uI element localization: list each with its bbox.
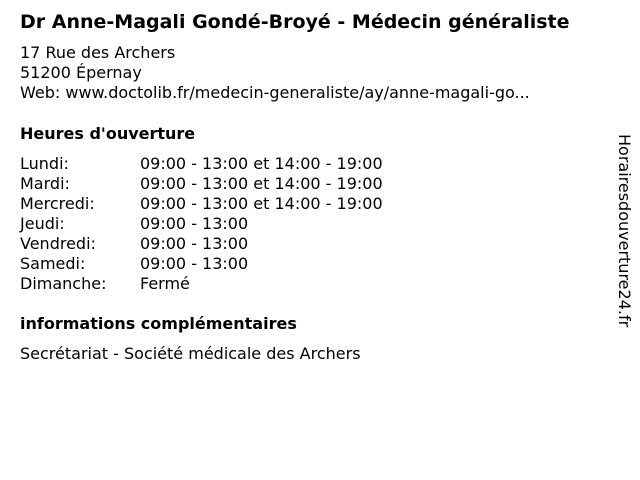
day-label: Mardi:	[20, 174, 70, 193]
additional-info-heading: informations complémentaires	[20, 314, 297, 333]
time-value: 09:00 - 13:00	[140, 254, 249, 273]
time-value: 09:00 - 13:00 et 14:00 - 19:00	[140, 154, 383, 173]
time-value: Fermé	[140, 274, 190, 293]
day-label: Mercredi:	[20, 194, 95, 213]
opening-hours-heading: Heures d'ouverture	[20, 124, 196, 143]
hours-row-monday	[20, 154, 383, 174]
opening-hours-table	[20, 154, 383, 294]
day-label: Vendredi:	[20, 234, 96, 253]
time-value: 09:00 - 13:00	[140, 214, 249, 233]
website-link[interactable]: Web: www.doctolib.fr/medecin-generaliste/ay/anne-magali-go...	[20, 83, 530, 102]
hours-row-friday	[20, 234, 383, 254]
hours-row-saturday	[20, 254, 383, 274]
time-value: 09:00 - 13:00 et 14:00 - 19:00	[140, 194, 383, 213]
address-street: 17 Rue des Archers	[20, 43, 176, 62]
page-title: Dr Anne-Magali Gondé-Broyé - Médecin généraliste	[20, 11, 570, 33]
address-city: 51200 Épernay	[20, 63, 142, 82]
additional-info-text: Secrétariat - Société médicale des Archers	[20, 344, 361, 363]
address-block	[20, 43, 530, 103]
hours-row-thursday	[20, 214, 383, 234]
day-label: Jeudi:	[20, 214, 65, 233]
hours-row-wednesday	[20, 194, 383, 214]
hours-row-tuesday	[20, 174, 383, 194]
day-label: Samedi:	[20, 254, 86, 273]
day-label: Lundi:	[20, 154, 69, 173]
brand-watermark: Horairesdouverture24.fr	[615, 134, 634, 328]
day-label: Dimanche:	[20, 274, 107, 293]
hours-row-sunday	[20, 274, 383, 294]
time-value: 09:00 - 13:00	[140, 234, 249, 253]
time-value: 09:00 - 13:00 et 14:00 - 19:00	[140, 174, 383, 193]
